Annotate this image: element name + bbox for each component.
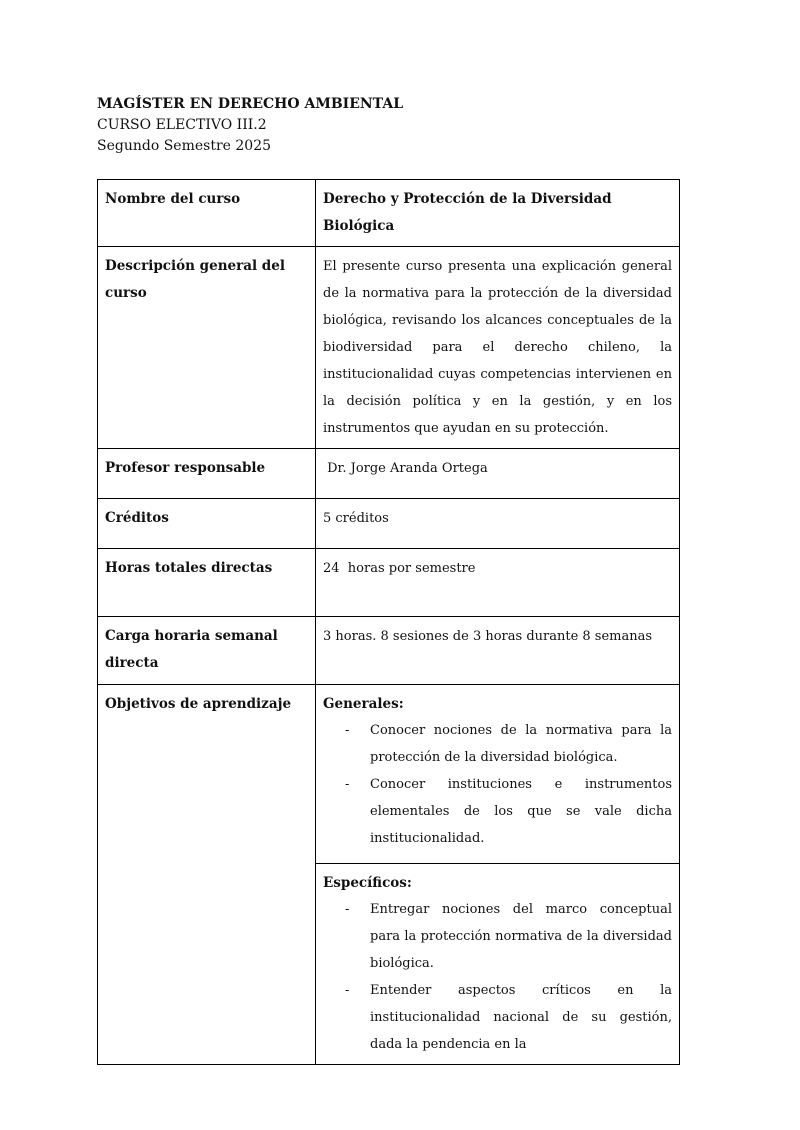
course-type: CURSO ELECTIVO III.2 [97, 117, 267, 133]
course-name-label: Nombre del curso [98, 180, 316, 247]
specific-objectives-cell [316, 864, 680, 1065]
general-objective-text: Conocer instituciones e instrumentos elementales de los que se vale dicha institucionalidad. [370, 777, 672, 846]
general-objectives-list [323, 717, 672, 852]
program-title: MAGÍSTER EN DERECHO AMBIENTAL [97, 96, 404, 112]
credits-value: 5 créditos [316, 499, 680, 549]
course-name-value: Derecho y Protección de la Diversidad Biológica [316, 180, 680, 247]
list-item [323, 896, 672, 977]
course-info-table [97, 179, 680, 1065]
list-item [323, 717, 672, 771]
objectives-label: Objetivos de aprendizaje [98, 685, 316, 1065]
general-objectives-cell [316, 685, 680, 864]
general-objective-text: Conocer nociones de la normativa para la protección de la diversidad biológica. [370, 723, 672, 765]
dash-bullet: - [345, 902, 350, 917]
description-label: Descripción general del curso [98, 247, 316, 449]
general-objectives-title: Generales: [323, 696, 404, 712]
table-row-total-hours [98, 549, 680, 617]
weekly-load-value: 3 horas. 8 sesiones de 3 horas durante 8 semanas [316, 617, 680, 685]
list-item [323, 771, 672, 852]
table-row-weekly-load [98, 617, 680, 685]
dash-bullet: - [345, 723, 350, 738]
table-row-professor [98, 449, 680, 499]
specific-objectives-list [323, 896, 672, 1058]
credits-label: Créditos [98, 499, 316, 549]
table-row-credits [98, 499, 680, 549]
document-header [97, 94, 403, 157]
table-row-course-name [98, 180, 680, 247]
weekly-load-label: Carga horaria semanal directa [98, 617, 316, 685]
dash-bullet: - [345, 983, 350, 998]
professor-label: Profesor responsable [98, 449, 316, 499]
list-item [323, 977, 672, 1058]
professor-value: Dr. Jorge Aranda Ortega [316, 449, 680, 499]
semester: Segundo Semestre 2025 [97, 138, 272, 154]
total-hours-label: Horas totales directas [98, 549, 316, 617]
table-row-objectives-general [98, 685, 680, 864]
specific-objectives-title: Específicos: [323, 875, 412, 891]
dash-bullet: - [345, 777, 350, 792]
specific-objective-text: Entregar nociones del marco conceptual para la protección normativa de la diversidad biológica. [370, 902, 672, 971]
total-hours-value: 24 horas por semestre [316, 549, 680, 617]
description-value: El presente curso presenta una explicación general de la normativa para la protección de la diversidad biológica, revisando los alcances conceptuales de la biodiversidad para el derecho chileno, la institucionalidad cuyas competencias intervienen en la decisión política y en la gestión, y en los instrumentos que ayudan en su protección. [316, 247, 680, 449]
specific-objective-text: Entender aspectos críticos en la institucionalidad nacional de su gestión, dada la pendencia en la [370, 983, 672, 1052]
table-row-description [98, 247, 680, 449]
